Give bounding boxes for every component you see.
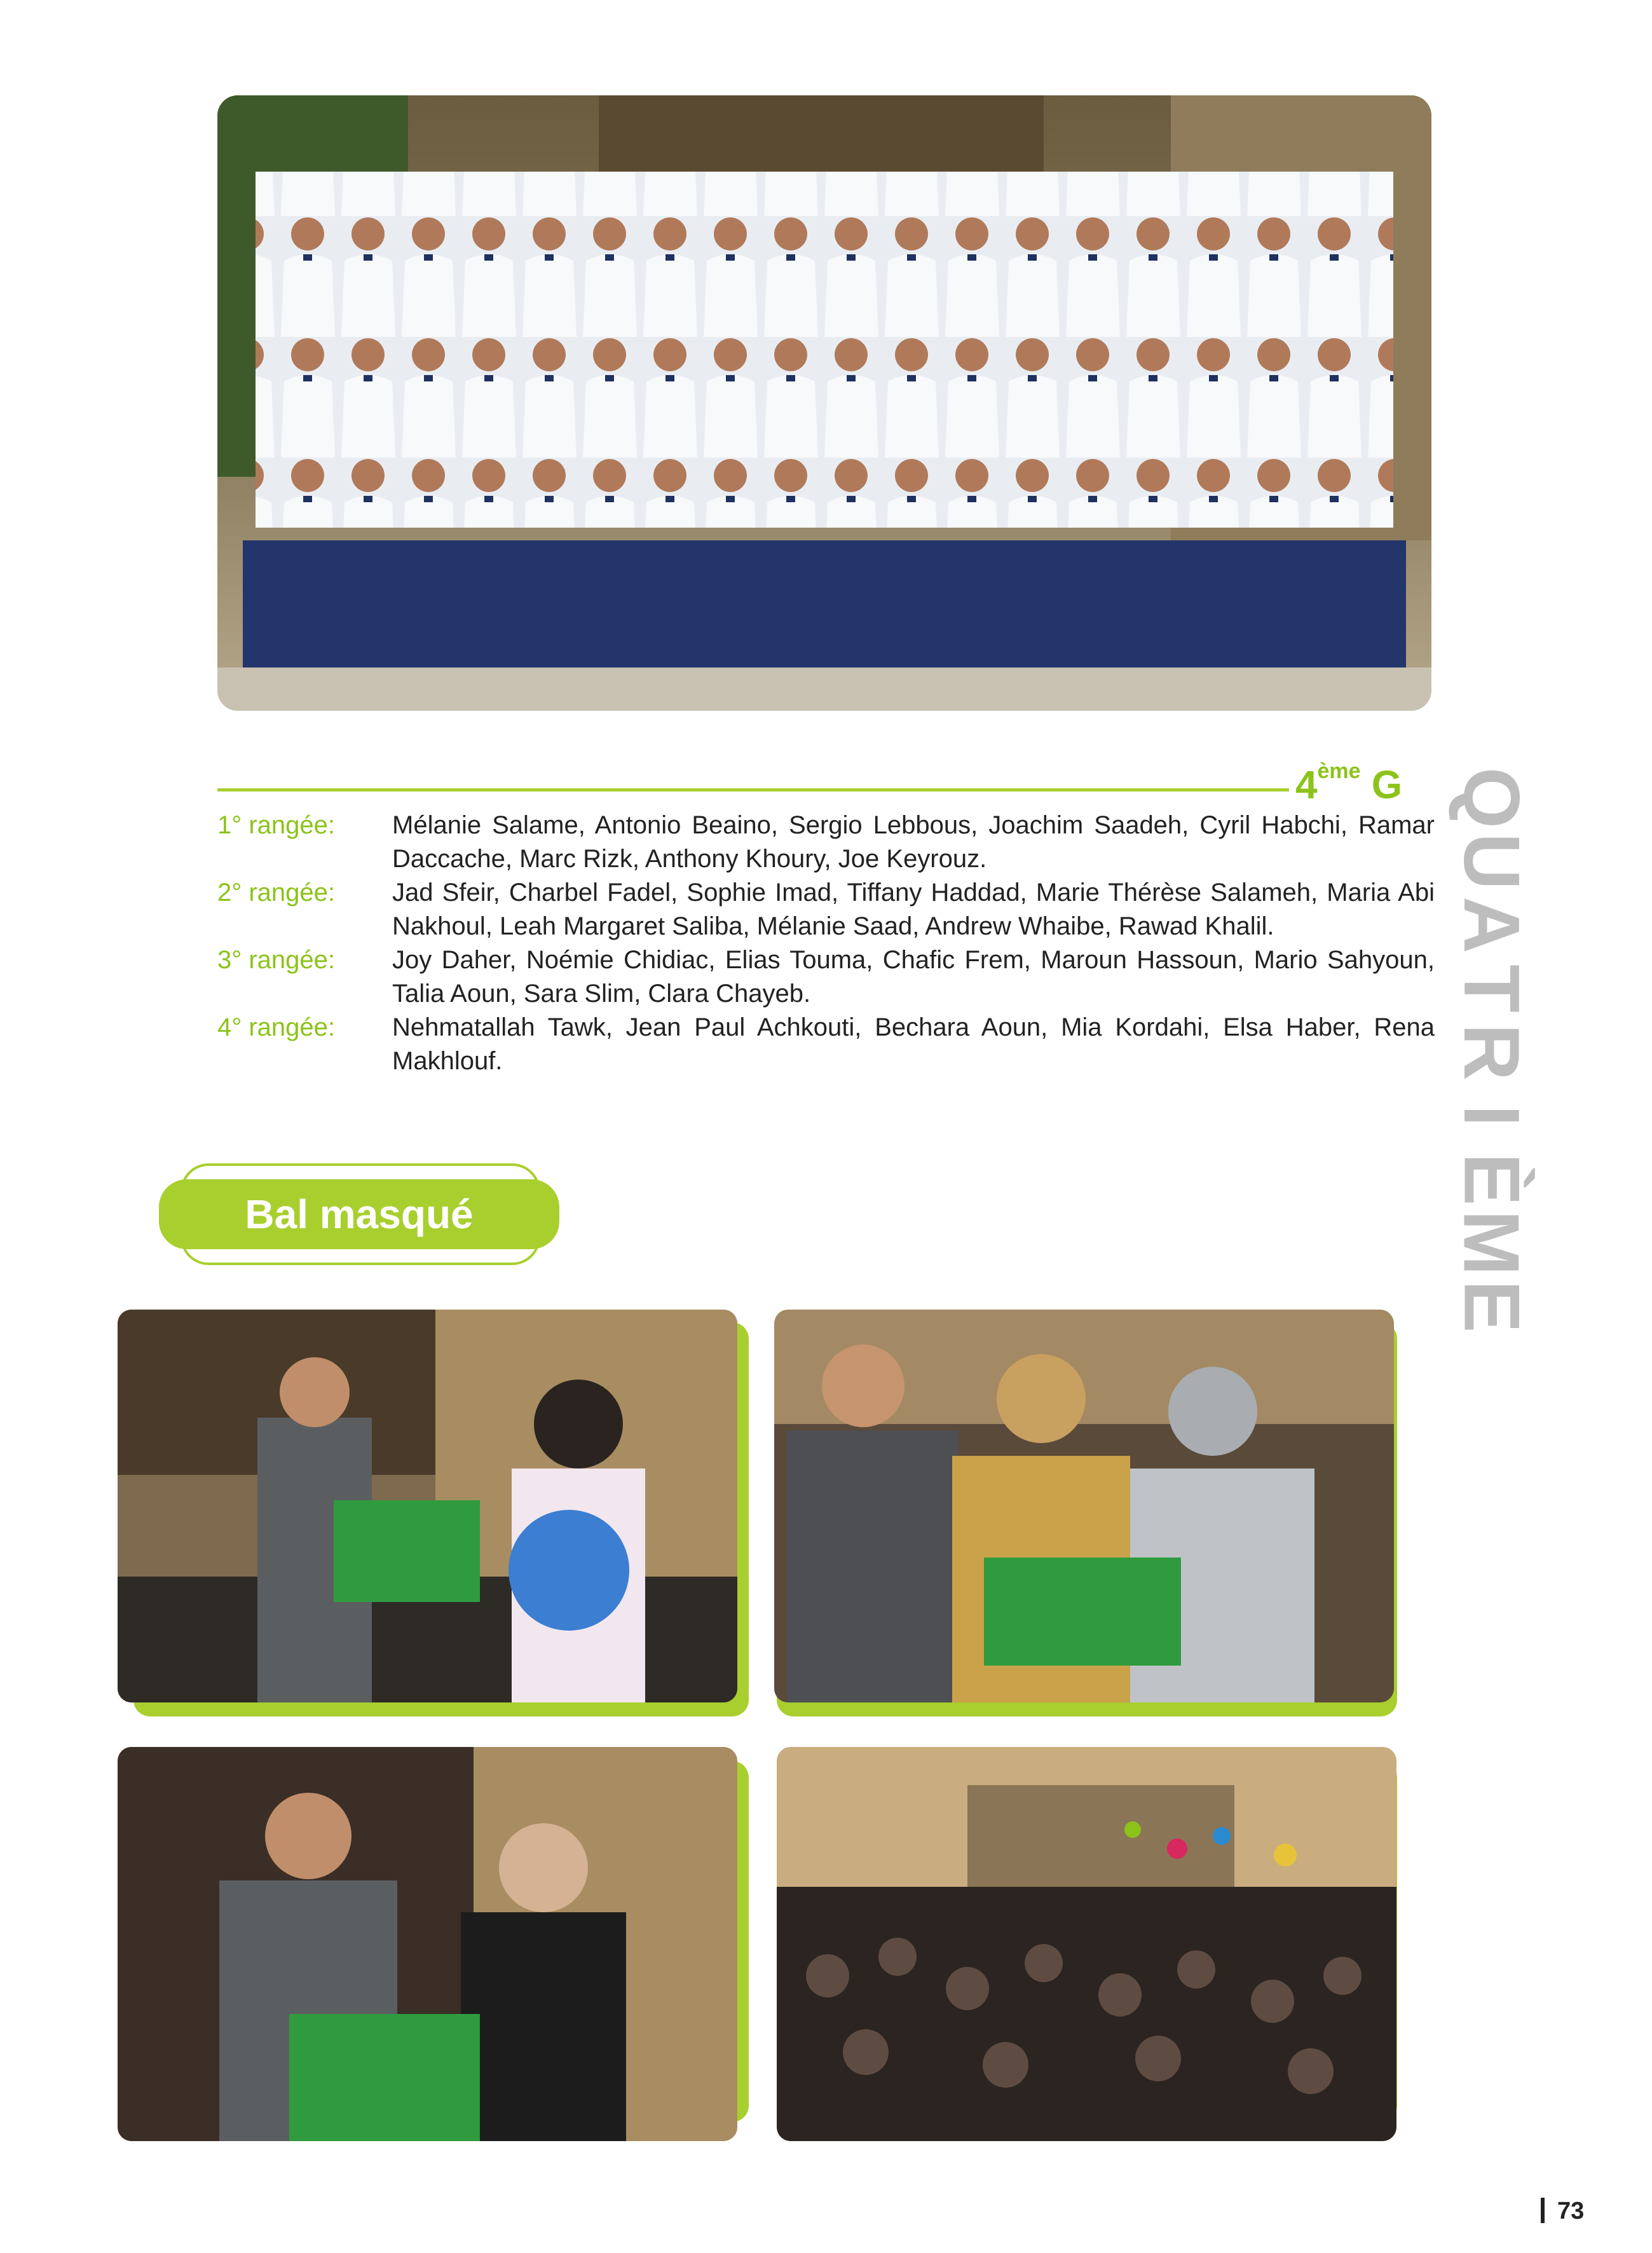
vertical-label-letter: T [1447,964,1535,1013]
vertical-label-letter: È [1447,1153,1535,1206]
vertical-label-letter: R [1447,1024,1535,1081]
party-photo-4 [777,1747,1396,2141]
party-photo-1 [118,1310,737,1702]
class-names-list [217,809,1435,1078]
vertical-section-label [1447,766,1535,1491]
row-2 [217,876,1435,943]
section-title: Bal masqué [159,1179,559,1249]
vertical-label-letter: U [1447,833,1535,890]
row-4 [217,1011,1435,1078]
vertical-label-letter: M [1447,1210,1535,1276]
class-heading-rule [217,788,1289,791]
row-label: 4° rangée: [217,1013,336,1041]
class-heading: 4ème G [1295,759,1402,807]
vertical-label-letter: Q [1447,767,1535,829]
vertical-label-letter: A [1447,896,1535,954]
vertical-label-letter: I [1447,1104,1535,1127]
page-number: 73 [1557,2198,1585,2224]
row-names: Mélanie Salame, Antonio Beaino, Sergio Lebbous, Joachim Saadeh, Cyril Habchi, Ramar Daccache, Marc Rizk, Anthony Khoury, Joe Keyrouz. [392,811,1435,873]
party-photo-3 [118,1747,737,2141]
row-1 [217,809,1435,876]
row-names: Joy Daher, Noémie Chidiac, Elias Touma, Chafic Frem, Maroun Hassoun, Mario Sahyoun, Talia Aoun, Sara Slim, Clara Chayeb. [392,946,1435,1008]
page-number-bar [1541,2198,1545,2223]
vertical-label-letter: E [1447,1280,1535,1333]
row-label: 3° rangée: [217,946,336,974]
row-3 [217,943,1435,1011]
row-label: 2° rangée: [217,879,336,907]
class-photo [217,95,1431,711]
row-names: Jad Sfeir, Charbel Fadel, Sophie Imad, Tiffany Haddad, Marie Thérèse Salameh, Maria Abi Nakhoul, Leah Margaret Saliba, Mélanie Saad, Andrew Whaibe, Rawad Khalil. [392,879,1435,940]
party-photo-2 [774,1310,1394,1702]
row-names: Nehmatallah Tawk, Jean Paul Achkouti, Bechara Aoun, Mia Kordahi, Elsa Haber, Rena Makhlouf. [392,1013,1435,1075]
row-label: 1° rangée: [217,811,336,839]
